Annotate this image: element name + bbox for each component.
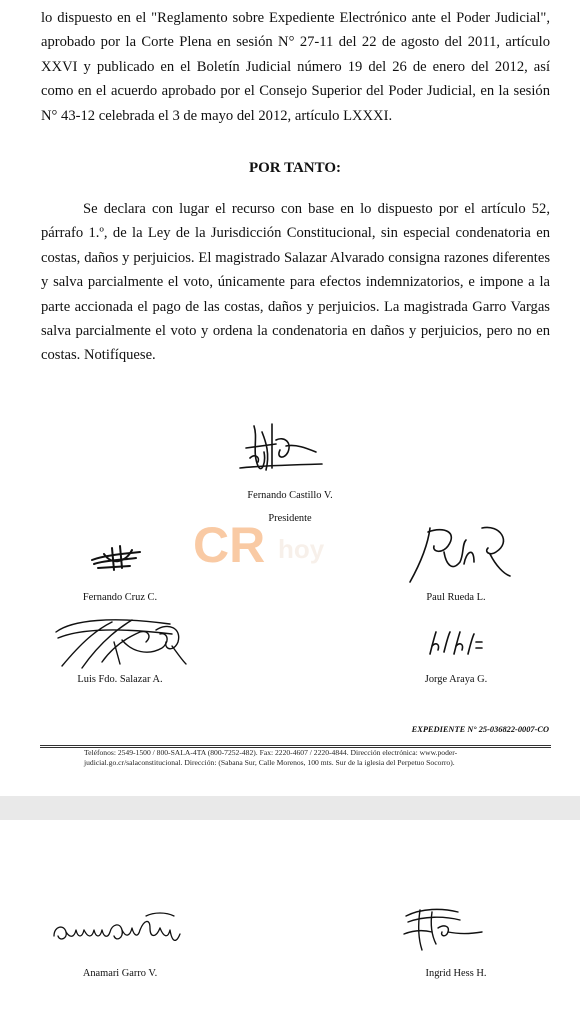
- signature-president: [236, 418, 326, 486]
- signature-left-2: [52, 612, 192, 674]
- signature-left-1: [86, 540, 146, 574]
- footer-contact: Teléfonos: 2549-1500 / 800-SALA-4TA (800-7252-482). Fax: 2220-4607 / 2220-4844. Dirección electrónica: www.poder-judicial.go.cr/salaconstitucional. Dirección: (Sabana Sur, Calle Morenos, 100 mts. Sur de la iglesia del Perpetuo Socorro).: [84, 748, 458, 767]
- watermark-logo: CR: [193, 517, 266, 573]
- signature-name-left-2: Luis Fdo. Salazar A.: [77, 674, 163, 685]
- signature-right-3: [398, 904, 488, 954]
- signature-name-left-1: Fernando Cruz C.: [82, 592, 158, 603]
- signature-left-3: [50, 908, 190, 948]
- section-heading: POR TANTO:: [248, 160, 342, 176]
- signature-name-right-2: Jorge Araya G.: [424, 674, 488, 685]
- signature-name-right-1: Paul Rueda L.: [426, 592, 486, 603]
- signature-right-2: [426, 628, 486, 658]
- paragraph-1: lo dispuesto en el "Reglamento sobre Expediente Electrónico ante el Poder Judicial", aprobado por la Corte Plena en sesión N° 27-11 del 22 de agosto del 2011, artículo XXVI y publicado en el Boletín Judicial número 19 del 26 de enero del 2012, así como en el acuerdo aprobado por el Consejo Superior del Poder Judicial, en la sesión N° 43-12 celebrada el 3 de mayo del 2012, artículo LXXXI.: [41, 10, 550, 124]
- signature-title-president: Presidente: [268, 513, 312, 524]
- page-separator: [0, 796, 580, 820]
- signature-name-left-3: Anamari Garro V.: [82, 968, 158, 979]
- signature-right-1: [404, 522, 514, 588]
- signature-name-right-3: Ingrid Hess H.: [425, 968, 487, 979]
- watermark-logo-tail: hoy: [278, 534, 325, 564]
- case-number: EXPEDIENTE N° 25-036822-0007-CO: [411, 725, 549, 734]
- signature-name-president: Fernando Castillo V.: [247, 490, 333, 501]
- footer-rule: [40, 745, 551, 746]
- paragraph-2: Se declara con lugar el recurso con base en lo dispuesto por el artículo 52, párrafo 1.º, de la Ley de la Jurisdicción Constitucional, sin especial condenatoria en costas, daños y perjuicios. El magistrado Salazar Alvarado consigna razones diferentes y salva parcialmente el voto, únicamente para efectos indemnizatorios, e impone a la parte accionada el pago de las costas, daños y perjuicios. La magistrada Garro Vargas salva parcialmente el voto y ordena la condenatoria en daños y perjuicios, pero no en costas. Notifíquese.: [41, 201, 550, 364]
- document-page-2: [0, 820, 580, 1024]
